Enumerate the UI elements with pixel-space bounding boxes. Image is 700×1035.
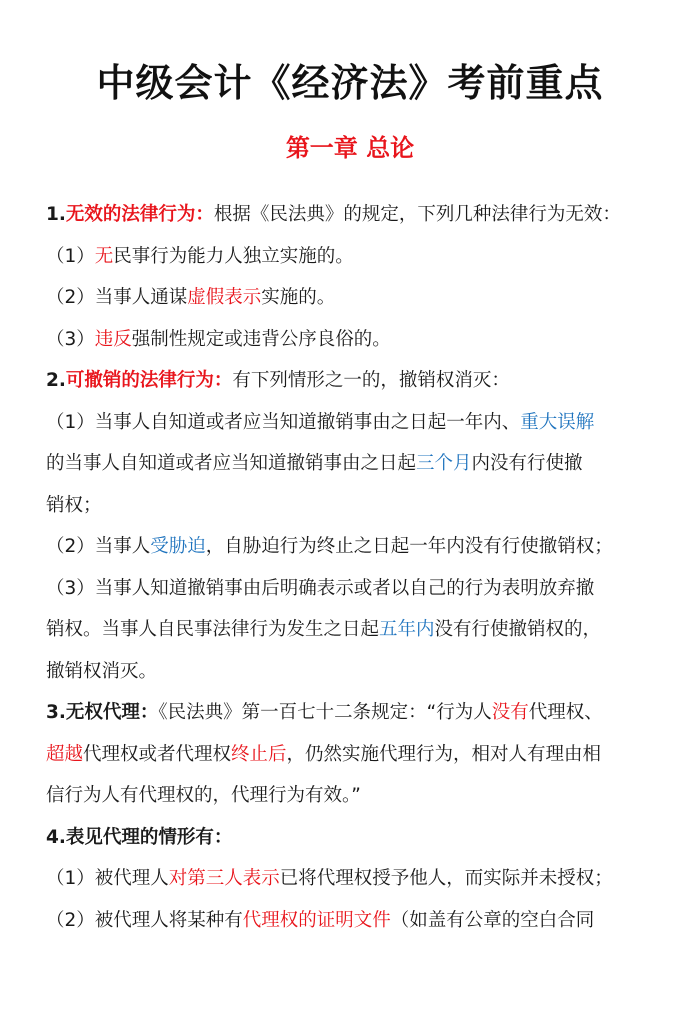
- section-3-title: 3.无权代理：: [46, 702, 159, 723]
- section-4-title: 4.表见代理的情形有：: [46, 826, 233, 848]
- section-4-item-1: [46, 858, 666, 900]
- item-text: （3）当事人知道撤销事由后明确表示或者以自己的行为表明放弃撤: [46, 577, 595, 599]
- item-text: 代理权、: [528, 702, 603, 723]
- section-2-item-1-line-2: [46, 443, 666, 485]
- item-text: （2）当事人通谋: [46, 287, 188, 308]
- item-marker: （1）: [46, 245, 95, 267]
- section-3-line-2: [46, 734, 666, 776]
- section-1-item-2: [46, 277, 666, 319]
- item-text: 代理权或者代理权: [83, 743, 232, 765]
- section-1-item-3: [46, 319, 666, 361]
- item-text: 信行为人有代理权的，代理行为有效。”: [46, 785, 361, 806]
- item-text: 销权。当事人自民事法律行为发生之日起: [46, 619, 380, 640]
- chapter-heading: 第一章 总论: [285, 134, 415, 162]
- section-1-heading-line: [46, 194, 666, 236]
- item-text: （1）被代理人: [46, 868, 169, 889]
- highlight-blue: 受胁迫: [150, 536, 206, 557]
- section-3-line-1: [46, 692, 666, 734]
- highlight-red: 超越: [46, 743, 84, 765]
- highlight-blue: 三个月: [416, 453, 472, 474]
- highlight-red: 对第三人表示: [168, 868, 280, 889]
- section-2-item-1-line-1: [46, 402, 666, 444]
- item-text: （1）当事人自知道或者应当知道撤销事由之日起一年内、: [46, 411, 521, 433]
- highlight-red: 代理权的证明文件: [242, 909, 391, 931]
- section-1-number: 1.: [46, 204, 66, 225]
- item-marker: （3）: [46, 328, 95, 350]
- highlight-red: 没有: [491, 702, 529, 723]
- item-text: 强制性规定或违背公序良俗的。: [131, 328, 391, 350]
- section-4-heading-line: [46, 817, 666, 859]
- highlight-blue: 五年内: [379, 619, 435, 640]
- section-2-item-1-line-3: [46, 485, 666, 527]
- item-text: 销权；: [46, 494, 102, 516]
- item-text: 《民法典》第一百七十二条规定：“行为人: [158, 702, 492, 723]
- item-text: 实施的。: [261, 287, 336, 308]
- item-text: 没有行使撤销权的，: [434, 619, 602, 640]
- highlight-red: 终止后: [231, 743, 287, 765]
- section-1-title: 无效的法律行为：: [65, 204, 214, 225]
- item-text: （2）当事人: [46, 536, 151, 557]
- item-text: 的当事人自知道或者应当知道撤销事由之日起: [46, 453, 417, 474]
- item-text: 已将代理权授予他人，而实际并未授权；: [279, 868, 613, 889]
- item-text: 民事行为能力人独立实施的。: [113, 245, 354, 267]
- item-text: ，仍然实施代理行为，相对人有理由相: [286, 743, 602, 765]
- item-text: （2）被代理人将某种有: [46, 909, 243, 931]
- page-title: 中级会计《经济法》考前重点: [96, 61, 604, 105]
- section-1-item-1: [46, 236, 666, 278]
- section-1-intro: 根据《民法典》的规定，下列几种法律行为无效：: [213, 204, 621, 225]
- highlight-blue: 重大误解: [520, 411, 595, 433]
- highlight-red: 虚假表示: [187, 287, 262, 308]
- highlight-red: 无: [94, 245, 114, 267]
- section-2-number: 2.: [46, 370, 66, 391]
- section-2-heading-line: [46, 360, 666, 402]
- section-2-item-3-line-1: [46, 568, 666, 610]
- item-text: 撤销权消灭。: [46, 660, 158, 682]
- section-2-item-3-line-3: [46, 651, 666, 693]
- document-body: [46, 194, 666, 941]
- item-text: 内没有行使撤: [471, 453, 583, 474]
- section-2-item-2: [46, 526, 666, 568]
- section-2-item-3-line-2: [46, 609, 666, 651]
- highlight-red: 违反: [94, 328, 132, 350]
- section-2-intro: 有下列情形之一的，撤销权消灭：: [232, 370, 510, 391]
- section-3-line-3: [46, 775, 666, 817]
- section-2-title: 可撤销的法律行为：: [65, 370, 233, 391]
- item-text: ，自胁迫行为终止之日起一年内没有行使撤销权；: [205, 536, 613, 557]
- section-4-item-2: [46, 900, 666, 942]
- item-text: （如盖有公章的空白合同: [390, 909, 595, 931]
